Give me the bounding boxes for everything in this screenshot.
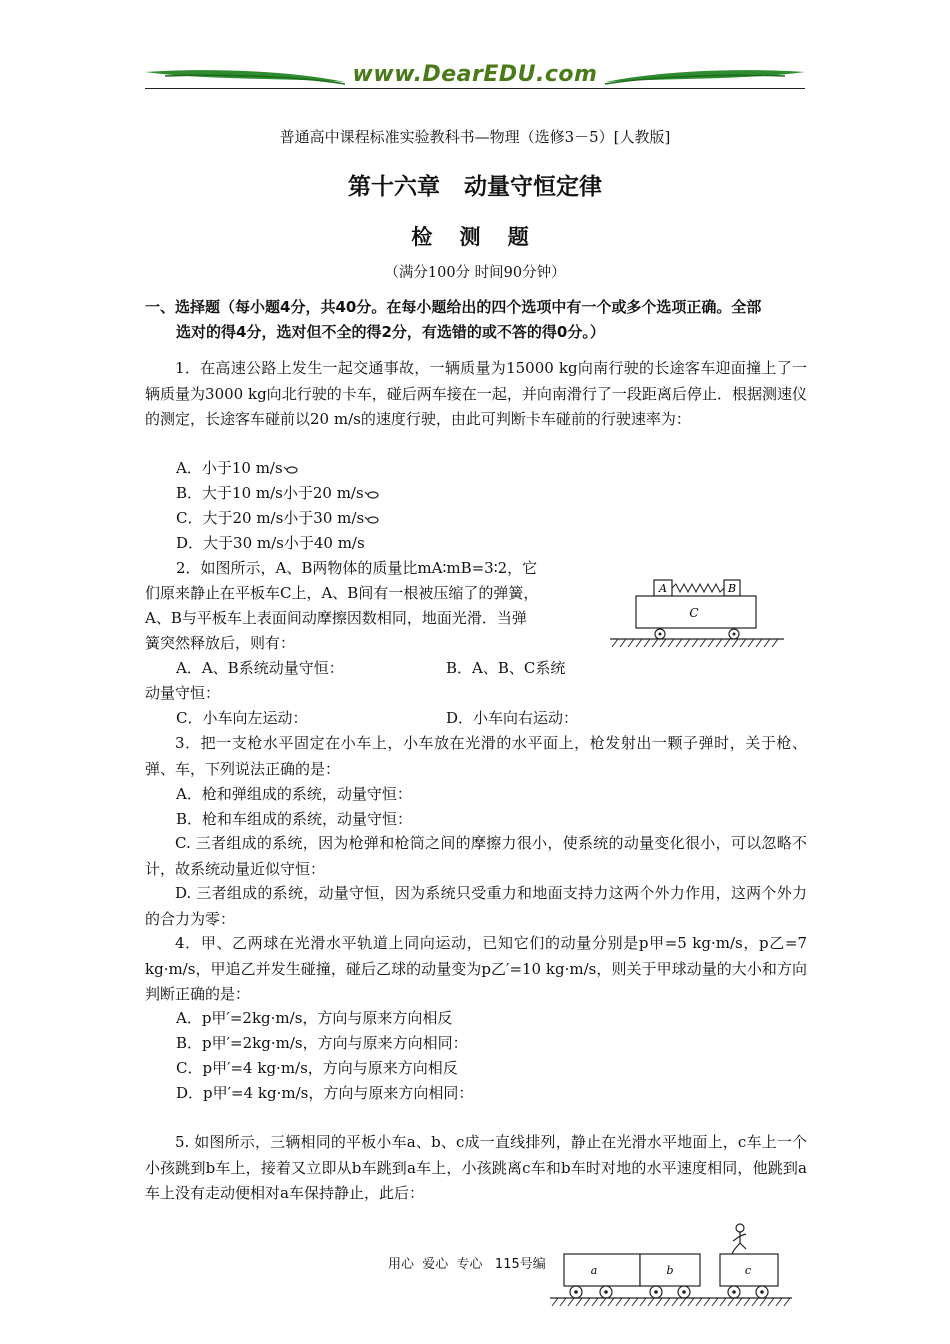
cart-a xyxy=(564,1254,640,1286)
block-b-label: B xyxy=(727,582,737,595)
q3-stem: 3．把一支枪水平固定在小车上，小车放在光滑的水平面上，枪发射出一颗子弹时，关于枪、弹、车，下列说法正确的是： xyxy=(145,734,807,778)
q2-line3: A、B与平板车上表面间动摩擦因数相同，地面光滑．当弹 xyxy=(145,609,527,627)
q2-line2: 们原来静止在平板车C上，A、B间有一根被压缩了的弹簧， xyxy=(145,584,539,602)
mouse-icon xyxy=(284,465,299,474)
q2-option-d: D．小车向右运动： xyxy=(446,709,579,727)
q4-option-c: C．p甲′=4 kg·m/s，方向与原来方向相反 xyxy=(176,1059,458,1077)
q1-stem: 1．在高速公路上发生一起交通事故，一辆质量为15000 kg向南行驶的长途客车迎面撞上了一辆质量为3000 kg向北行驶的卡车，碰后两车接在一起，并向南滑行了一段距离后停止．根据测速仪的测定，长途客车碰前以20 m/s的速度行驶，由此可判断卡车碰前的行驶速率为： xyxy=(145,359,807,428)
chapter-title: 第十六章 动量守恒定律 xyxy=(347,174,603,200)
q4-option-a: A．p甲′=2kg·m/s，方向与原来方向相反 xyxy=(176,1009,453,1027)
q3-option-b: B．枪和车组成的系统，动量守恒： xyxy=(176,810,413,828)
q3-option-c: C. 三者组成的系统，因为枪弹和枪筒之间的摩擦力很小，使系统的动量变化很小，可以忽略不计，故系统动量近似守恒： xyxy=(145,834,807,878)
page-footer: 用心 爱心 专心 115号编 xyxy=(388,1257,546,1272)
mouse-icon xyxy=(365,490,380,499)
q3-option-a: A．枪和弹组成的系统，动量守恒： xyxy=(176,785,412,803)
q1-option-a: A．小于10 m/s xyxy=(176,456,299,481)
q2-option-b-cont: 动量守恒： xyxy=(145,684,221,702)
child-figure xyxy=(732,1224,746,1254)
header-leaf-right xyxy=(605,66,805,88)
header-rule xyxy=(145,88,805,89)
header-leaf-left xyxy=(145,66,345,88)
q2-line4: 簧突然释放后，则有： xyxy=(145,634,296,652)
site-logo: www.DearEDU.com xyxy=(352,62,598,87)
q2-figure-cart xyxy=(606,575,786,655)
q2-option-b: B．A、B、C系统 xyxy=(446,659,566,677)
q1-option-d: D．大于30 m/s小于40 m/s xyxy=(176,534,365,552)
q2-option-c: C．小车向左运动： xyxy=(176,709,308,727)
q5-stem: 5. 如图所示，三辆相同的平板小车a、b、c成一直线排列，静止在光滑水平地面上，c车上一个小孩跳到b车上，接着又立即从b车跳到a车上，小孩跳离c车和b车时对地的水平速度相同，他跳到a车上没有走动便相对a车保持静止，此后： xyxy=(145,1133,807,1202)
spring xyxy=(672,584,724,592)
q4-option-b: B．p甲′=2kg·m/s，方向与原来方向相同： xyxy=(176,1034,468,1052)
score-info: （满分100分 时间90分钟） xyxy=(384,265,566,281)
test-title: 检 测 题 xyxy=(411,225,539,249)
book-subtitle: 普通高中课程标准实验教科书—物理（选修3－5）[人教版] xyxy=(279,128,671,146)
q1-option-c: C．大于20 m/s小于30 m/s xyxy=(176,506,380,531)
q5-figure-carts xyxy=(548,1220,796,1312)
q4-stem: 4．甲、乙两球在光滑水平轨道上同向运动，已知它们的动量分别是p甲=5 kg·m/s，p乙=7 kg·m/s，甲追乙并发生碰撞，碰后乙球的动量变为p乙′=10 kg·m/s，则关于甲球动量的大小和方向判断正确的是： xyxy=(145,934,807,1003)
section-heading-line2: 选对的得4分，选对但不全的得2分，有选错的或不答的得0分。） xyxy=(176,323,605,341)
cart-b-label: b xyxy=(666,1264,674,1277)
block-a-label: A xyxy=(659,582,667,595)
q3-option-d: D. 三者组成的系统，动量守恒，因为系统只受重力和地面支持力这两个外力作用，这两个外力的合力为零： xyxy=(145,884,807,928)
q4-option-d: D．p甲′=4 kg·m/s，方向与原来方向相同： xyxy=(176,1084,474,1102)
section-heading-line1: 一、选择题（每小题4分，共40分。在每小题给出的四个选项中有一个或多个选项正确。全部 xyxy=(145,298,762,316)
cart-c-label: c xyxy=(744,1264,752,1277)
q2-line1: 2．如图所示，A、B两物体的质量比mA∶mB=3∶2，它 xyxy=(176,559,538,577)
cart-c-label: C xyxy=(689,606,699,620)
mouse-icon xyxy=(365,515,380,524)
q1-option-b: B．大于10 m/s小于20 m/s xyxy=(176,481,380,506)
cart-a-label: a xyxy=(590,1264,598,1277)
q2-option-a: A．A、B系统动量守恒： xyxy=(176,659,344,677)
